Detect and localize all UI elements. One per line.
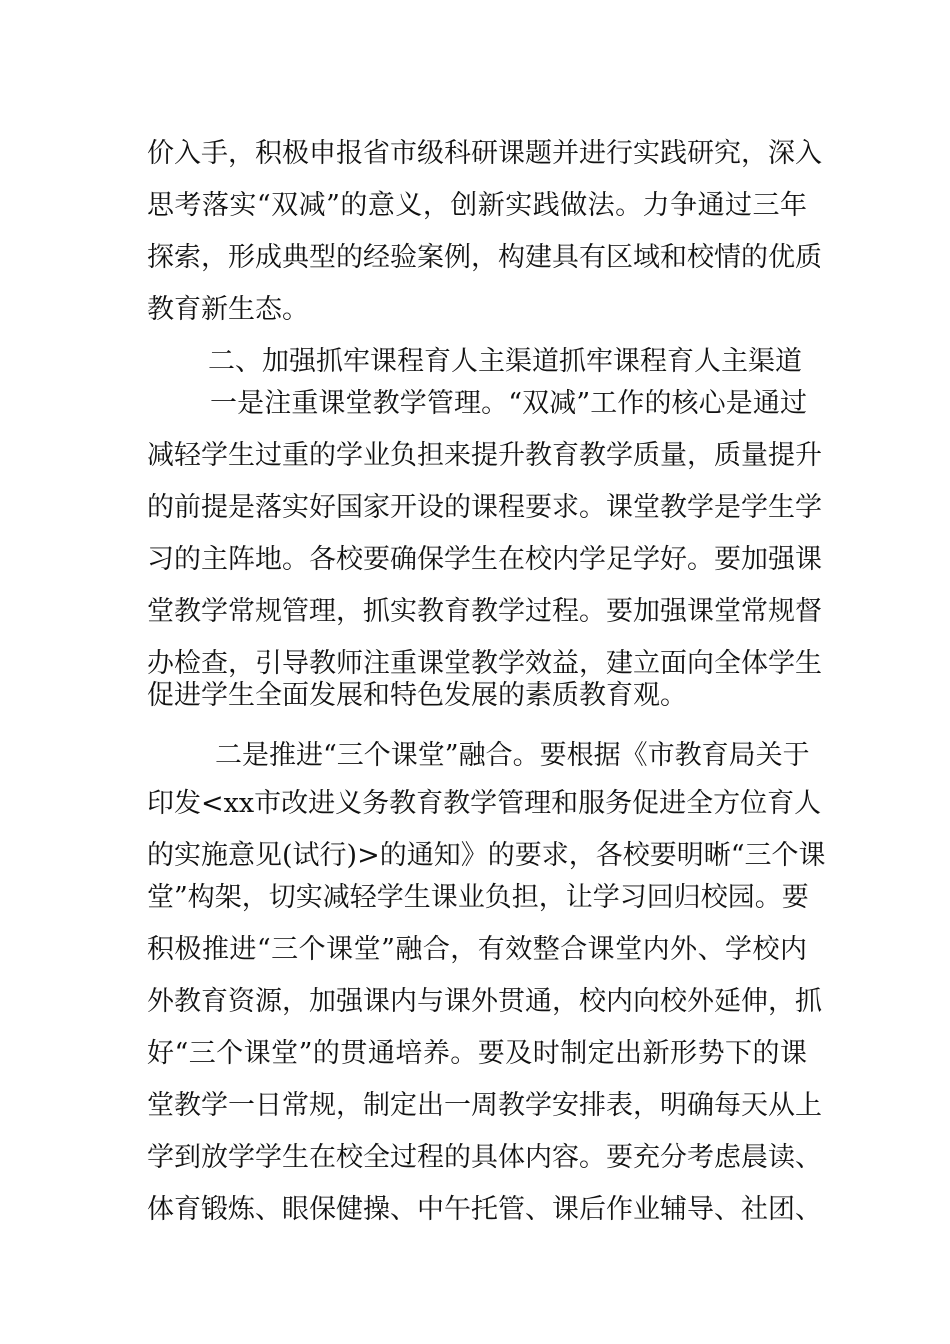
text-line: 印发<xx市改进义务教育教学管理和服务促进全方位育人	[147, 788, 822, 819]
text-line: 探索，形成典型的经验案例，构建具有区域和校情的优质	[147, 242, 822, 273]
text-line: 教育新生态。	[147, 294, 309, 325]
text-line: 堂教学常规管理，抓实教育教学过程。要加强课堂常规督	[147, 596, 822, 627]
text-line: 办检查，引导教师注重课堂教学效益，建立面向全体学生	[147, 648, 822, 679]
text-line: 的实施意见(试行)>的通知》的要求，各校要明晰“三个课	[147, 840, 826, 871]
text-line: 价入手，积极申报省市级科研课题并进行实践研究，深入	[147, 138, 822, 169]
text-line: 减轻学生过重的学业负担来提升教育教学质量，质量提升	[147, 440, 822, 471]
text-line: 积极推进“三个课堂”融合，有效整合课堂内外、学校内	[147, 934, 807, 965]
paragraph-first-line: 一是注重课堂教学管理。“双减”工作的核心是通过	[210, 388, 807, 419]
text-line: 学到放学学生在校全过程的具体内容。要充分考虑晨读、	[147, 1142, 822, 1173]
paragraph-first-line: 二是推进“三个课堂”融合。要根据《市教育局关于	[215, 740, 810, 771]
section-heading: 二、加强抓牢课程育人主渠道抓牢课程育人主渠道	[208, 346, 802, 377]
text-line: 促进学生全面发展和特色发展的素质教育观。	[147, 680, 687, 711]
text-line: 好“三个课堂”的贯通培养。要及时制定出新形势下的课	[147, 1038, 807, 1069]
text-line: 思考落实“双减”的意义，创新实践做法。力争通过三年	[147, 190, 807, 221]
text-line: 外教育资源，加强课内与课外贯通，校内向校外延伸，抓	[147, 986, 822, 1017]
text-line: 堂教学一日常规，制定出一周教学安排表，明确每天从上	[147, 1090, 822, 1121]
text-line: 习的主阵地。各校要确保学生在校内学足学好。要加强课	[147, 544, 822, 575]
text-line: 的前提是落实好国家开设的课程要求。课堂教学是学生学	[147, 492, 822, 523]
text-line: 体育锻炼、眼保健操、中午托管、课后作业辅导、社团、	[147, 1194, 822, 1225]
text-line: 堂”构架，切实减轻学生课业负担，让学习回归校园。要	[147, 882, 809, 913]
